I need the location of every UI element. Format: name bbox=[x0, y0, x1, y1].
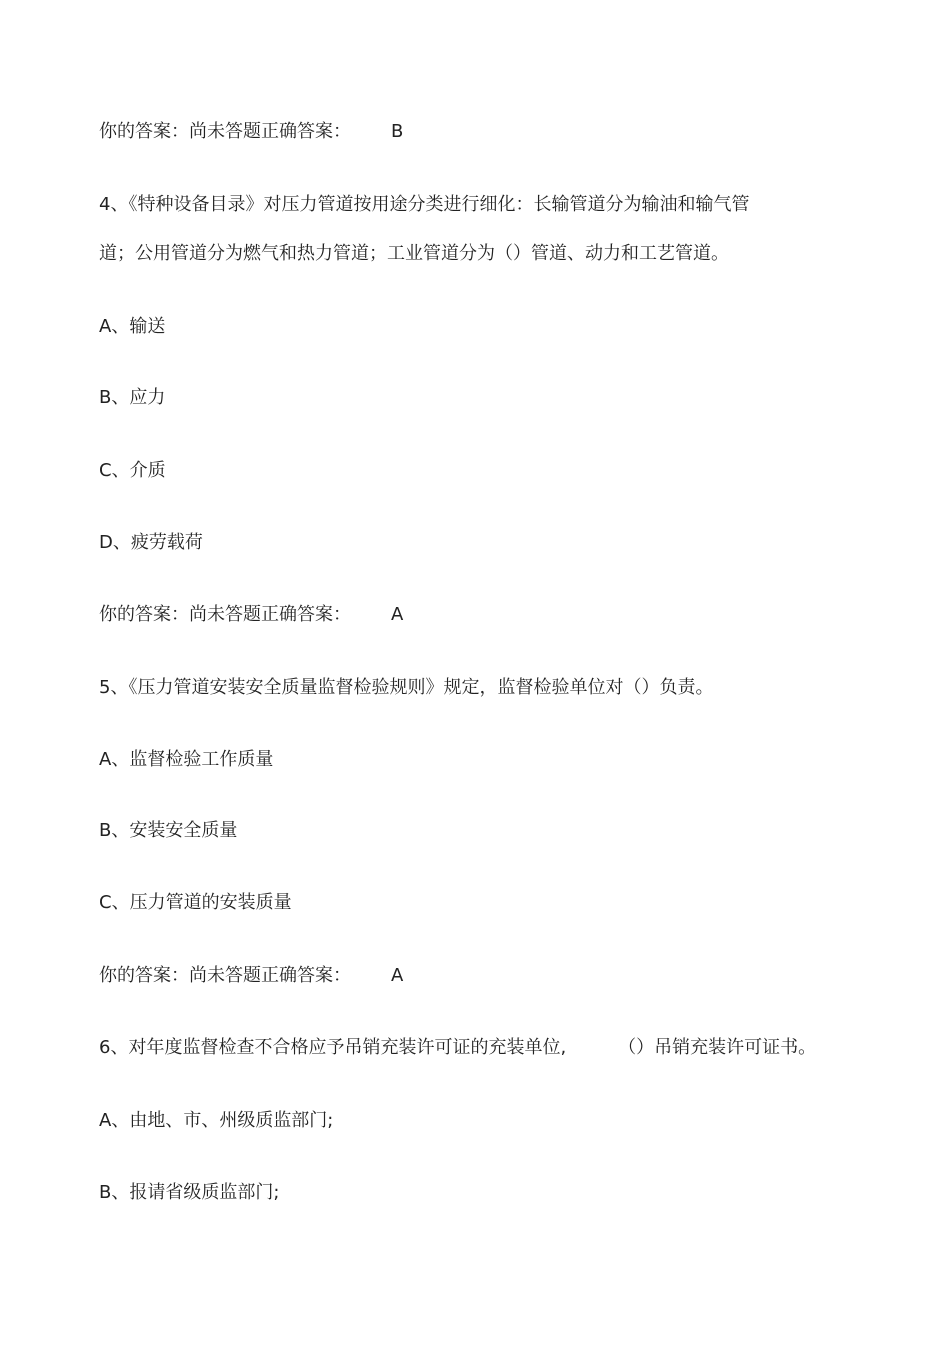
answer-label: 你的答案：尚未答题正确答案： bbox=[99, 965, 351, 986]
previous-answer-line bbox=[99, 120, 403, 144]
question-4-option-d: D、疲劳载荷 bbox=[99, 532, 203, 553]
question-6-text bbox=[99, 1036, 816, 1060]
question-4-option-a: A、输送 bbox=[99, 316, 166, 337]
question-6-text-part-2: （）吊销充装许可证书。 bbox=[618, 1037, 817, 1058]
question-4-answer-line bbox=[99, 603, 403, 627]
answer-label: 你的答案：尚未答题正确答案： bbox=[99, 604, 351, 625]
question-4-text-line-2: 道；公用管道分为燃气和热力管道；工业管道分为（）管道、动力和工艺管道。 bbox=[99, 243, 729, 264]
question-5-answer-line bbox=[99, 964, 403, 988]
question-5-option-a: A、监督检验工作质量 bbox=[99, 749, 274, 770]
answer-label: 你的答案：尚未答题正确答案： bbox=[99, 121, 351, 142]
question-4-option-c: C、介质 bbox=[99, 460, 166, 481]
question-6-option-b: B、报请省级质监部门; bbox=[99, 1182, 280, 1203]
correct-answer-value: A bbox=[391, 965, 404, 986]
question-5-option-c: C、压力管道的安装质量 bbox=[99, 892, 292, 913]
question-6-option-a: A、由地、市、州级质监部门; bbox=[99, 1110, 334, 1131]
question-5-text: 5、《压力管道安装安全质量监督检验规则》规定，监督检验单位对（）负责。 bbox=[99, 677, 714, 698]
question-5-option-b: B、安装安全质量 bbox=[99, 820, 238, 841]
question-6-text-part-1: 6、对年度监督检查不合格应予吊销充装许可证的充装单位, bbox=[99, 1037, 567, 1058]
question-4-option-b: B、应力 bbox=[99, 387, 166, 408]
correct-answer-value: A bbox=[391, 604, 404, 625]
question-4-text-line-1: 4、《特种设备目录》对压力管道按用途分类进行细化：长输管道分为输油和输气管 bbox=[99, 194, 750, 215]
correct-answer-value: B bbox=[391, 121, 404, 142]
